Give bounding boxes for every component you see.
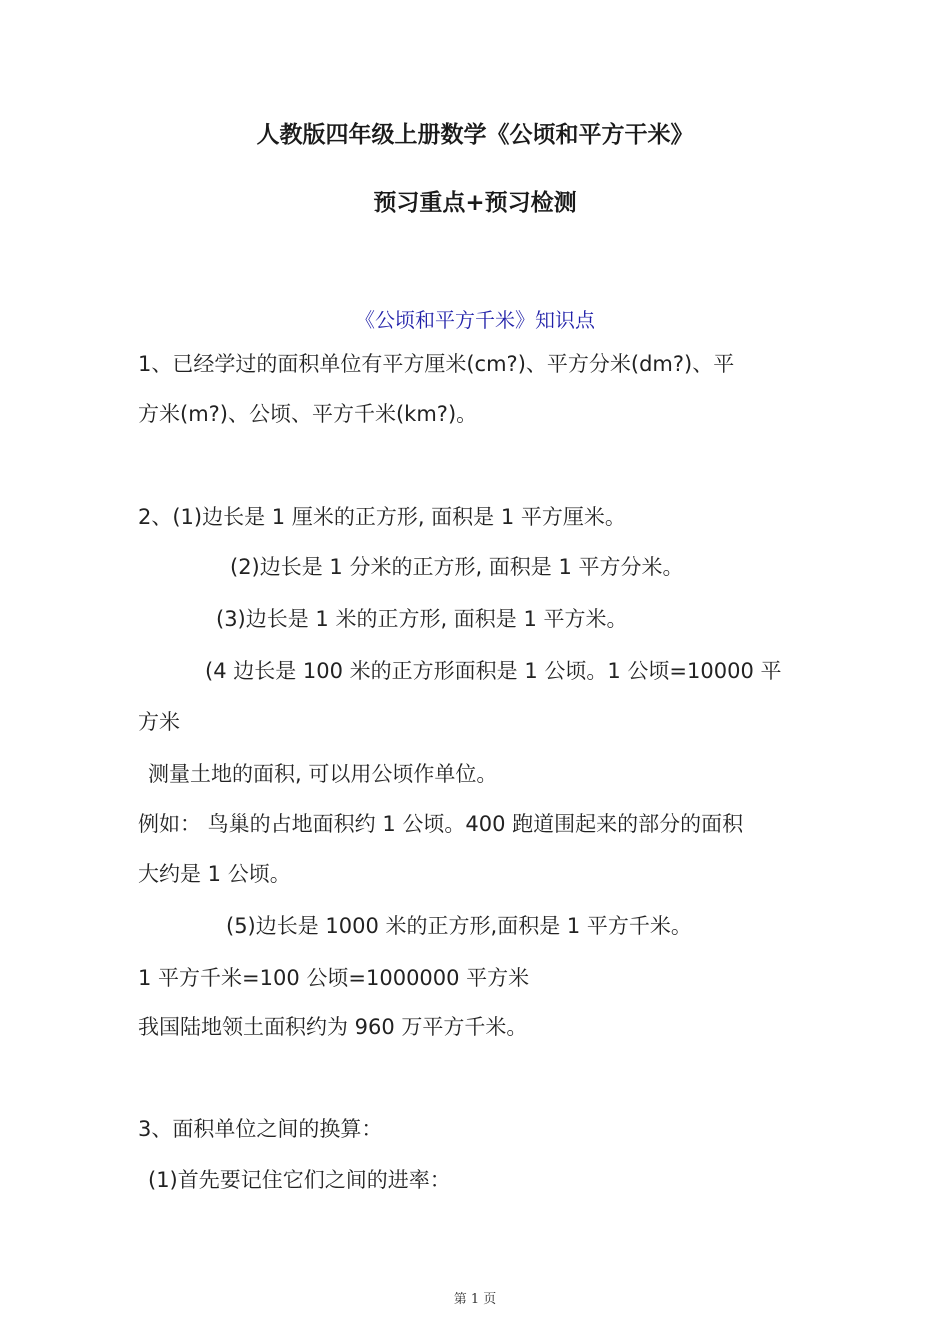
item-2-4-line-2: 方米 <box>138 710 180 734</box>
territory-line: 我国陆地领土面积约为 960 万平方千米。 <box>138 1015 528 1039</box>
item-3-1: (1)首先要记住它们之间的进率： <box>148 1168 451 1192</box>
item-2-5: (5)边长是 1000 米的正方形,面积是 1 平方千米。 <box>226 914 692 938</box>
page-number: 第 1 页 <box>453 1292 497 1307</box>
paragraph-3-heading: 3、面积单位之间的换算： <box>138 1117 383 1141</box>
conversion-line: 1 平方千米=100 公顷=1000000 平方米 <box>138 966 530 990</box>
example-line-2: 大约是 1 公顷。 <box>138 862 291 886</box>
document-title: 人教版四年级上册数学《公顷和平方干米》 <box>256 122 694 148</box>
paragraph-1-line-1: 1、已经学过的面积单位有平方厘米(cm?)、平方分米(dm?)、平 <box>138 352 735 376</box>
item-2-4-line-1: (4 边长是 100 米的正方形面积是 1 公顷。1 公顷=10000 平 <box>205 659 782 683</box>
measure-note: 测量土地的面积, 可以用公顷作单位。 <box>148 762 498 786</box>
paragraph-1-line-2: 方米(m?)、公顷、平方千米(km?)。 <box>138 402 478 426</box>
example-line-1: 例如： 鸟巢的占地面积约 1 公顷。400 跑道围起来的部分的面积 <box>138 812 744 836</box>
section-heading: 《公顷和平方千米》知识点 <box>355 308 595 332</box>
item-2-3: (3)边长是 1 米的正方形, 面积是 1 平方米。 <box>216 607 628 631</box>
document-subtitle: 预习重点+预习检测 <box>373 190 577 216</box>
item-2-2: (2)边长是 1 分米的正方形, 面积是 1 平方分米。 <box>230 555 684 579</box>
item-2-1: 2、(1)边长是 1 厘米的正方形, 面积是 1 平方厘米。 <box>138 505 626 529</box>
